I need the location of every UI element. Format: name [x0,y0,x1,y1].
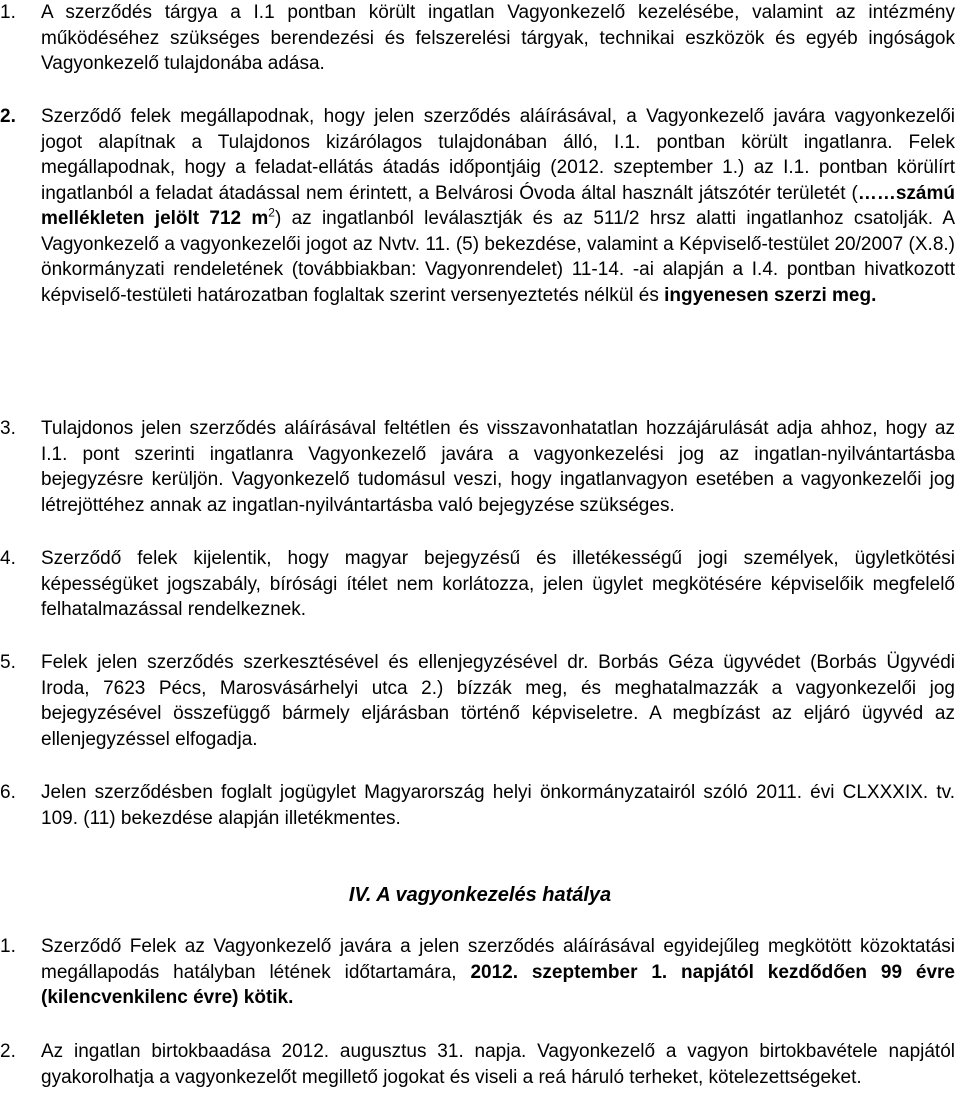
paragraph-number: 6. [0,782,16,803]
paragraph-number: 2. [0,106,16,127]
paragraph-text-part: Szerződő felek megállapodnak, hogy jelen szerződés aláírásával, a Vagyonkezelő javára vagyonkezelői jogot alapítnak a Tulajdonos kizárólagos tulajdonában álló, I.1. pontban körült ingatlanra. Felek megállapodnak, hogy a feladat-ellátás átadás időpontjáig (2012. szeptember 1.) az I.1. pontban körülírt ingatlanból a feladat átadással nem érintett, a Belvárosi Óvoda által használt játszótér területét ( [41,106,955,204]
paragraph-6 [0,780,960,831]
paragraph-5 [0,650,960,752]
paragraph-1 [0,0,960,77]
paragraph-3 [0,416,960,518]
paragraph-text: Jelen szerződésben foglalt jogügylet Magyarország helyi önkormányzatairól szóló 2011. évi CLXXXIX. tv. 109. (11) bekezdése alapján illetékmentes. [41,782,955,829]
section-paragraph-1 [0,934,960,1011]
paragraph-2 [0,104,960,308]
paragraph-text [41,104,955,308]
emphasis-text: 2012. szeptember 1. napjától kezdődően 99 évre (kilencvenkilenc évre) kötik. [41,961,955,1008]
paragraph-text: Az ingatlan birtokbaadása 2012. augusztus 31. napja. Vagyonkezelő a vagyon birtokbavétele napjától gyakorolhatja a vagyonkezelőt megillető jogokat és viseli a reá háruló terheket, kötelezettségeket. [41,1041,955,1088]
section-paragraph-2 [0,1039,960,1090]
paragraph-text [41,934,955,1011]
paragraph-number: 1. [0,2,16,23]
placeholder-dots: …… [857,182,896,204]
emphasis-text: ingyenesen szerzi meg. [664,284,877,306]
paragraph-text: Tulajdonos jelen szerződés aláírásával feltétlen és visszavonhatatlan hozzájárulását adja ahhoz, hogy az I.1. pont szerinti ingatlanra Vagyonkezelő javára a vagyonkezelési jog az ingatlan-nyilvántartásba bejegyzésre kerüljön. Vagyonkezelő tudomásul veszi, hogy ingatlanvagyon esetében a vagyonkezelői jog létrejöttéhez annak az ingatlan-nyilvántartásba való bejegyzése szükséges. [41,418,955,516]
paragraph-text-part: számú mellékleten jelölt 712 m [41,182,955,229]
paragraph-text: A szerződés tárgya a I.1 pontban körült ingatlan Vagyonkezelő kezelésébe, valamint az intézmény működéséhez szükséges berendezési és felszerelési tárgyak, technikai eszközök és egyéb ingóságok Vagyonkezelő tulajdonába adása. [41,2,955,74]
paragraph-text-part: Szerződő Felek az Vagyonkezelő javára a jelen szerződés aláírásával egyidejűleg megkötött közoktatási megállapodás hatályban létének időtartamára, [41,936,955,983]
paragraph-number: 4. [0,548,16,569]
paragraph-text: Felek jelen szerződés szerkesztésével és ellenjegyzésével dr. Borbás Géza ügyvédet (Borbás Ügyvédi Iroda, 7623 Pécs, Marosvásárhelyi utca 2.) bízzák meg, és meghatalmazzák a vagyonkezelői jog bejegyzésével összefüggő bármely eljárásban történő képviseletre. A megbízást az eljáró ügyvéd az ellenjegyzéssel elfogadja. [41,652,955,750]
paragraph-number: 3. [0,418,16,439]
paragraph-number: 5. [0,652,16,673]
section-heading: IV. A vagyonkezelés hatálya [348,884,612,906]
paragraph-text: Szerződő felek kijelentik, hogy magyar bejegyzésű és illetékességű jogi személyek, ügyletkötési képességüket jogszabály, bírósági ítélet nem korlátozza, jelen ügylet megkötésére képviselőik megfelelő felhatalmazással rendelkeznek. [41,548,955,620]
paragraph-number: 1. [0,936,16,957]
paragraph-4 [0,546,960,623]
superscript: 2 [268,205,275,220]
paragraph-number: 2. [0,1041,16,1062]
paragraph-text-part: ) az ingatlanból leválasztják és az 511/2 hrsz alatti ingatlanhoz csatolják. A Vagyonkezelő a vagyonkezelői jogot az Nvtv. 11. (5) bekezdése, valamint a Képviselő-testület 20/2007 (X.8.) önkormányzati rendeletének (továbbiakban: Vagyonrendelet) 11-14. -ai alapján a I.4. pontban hivatkozott képviselő-testületi határozatban foglaltak szerint versenyeztetés nélkül és [41,208,955,306]
